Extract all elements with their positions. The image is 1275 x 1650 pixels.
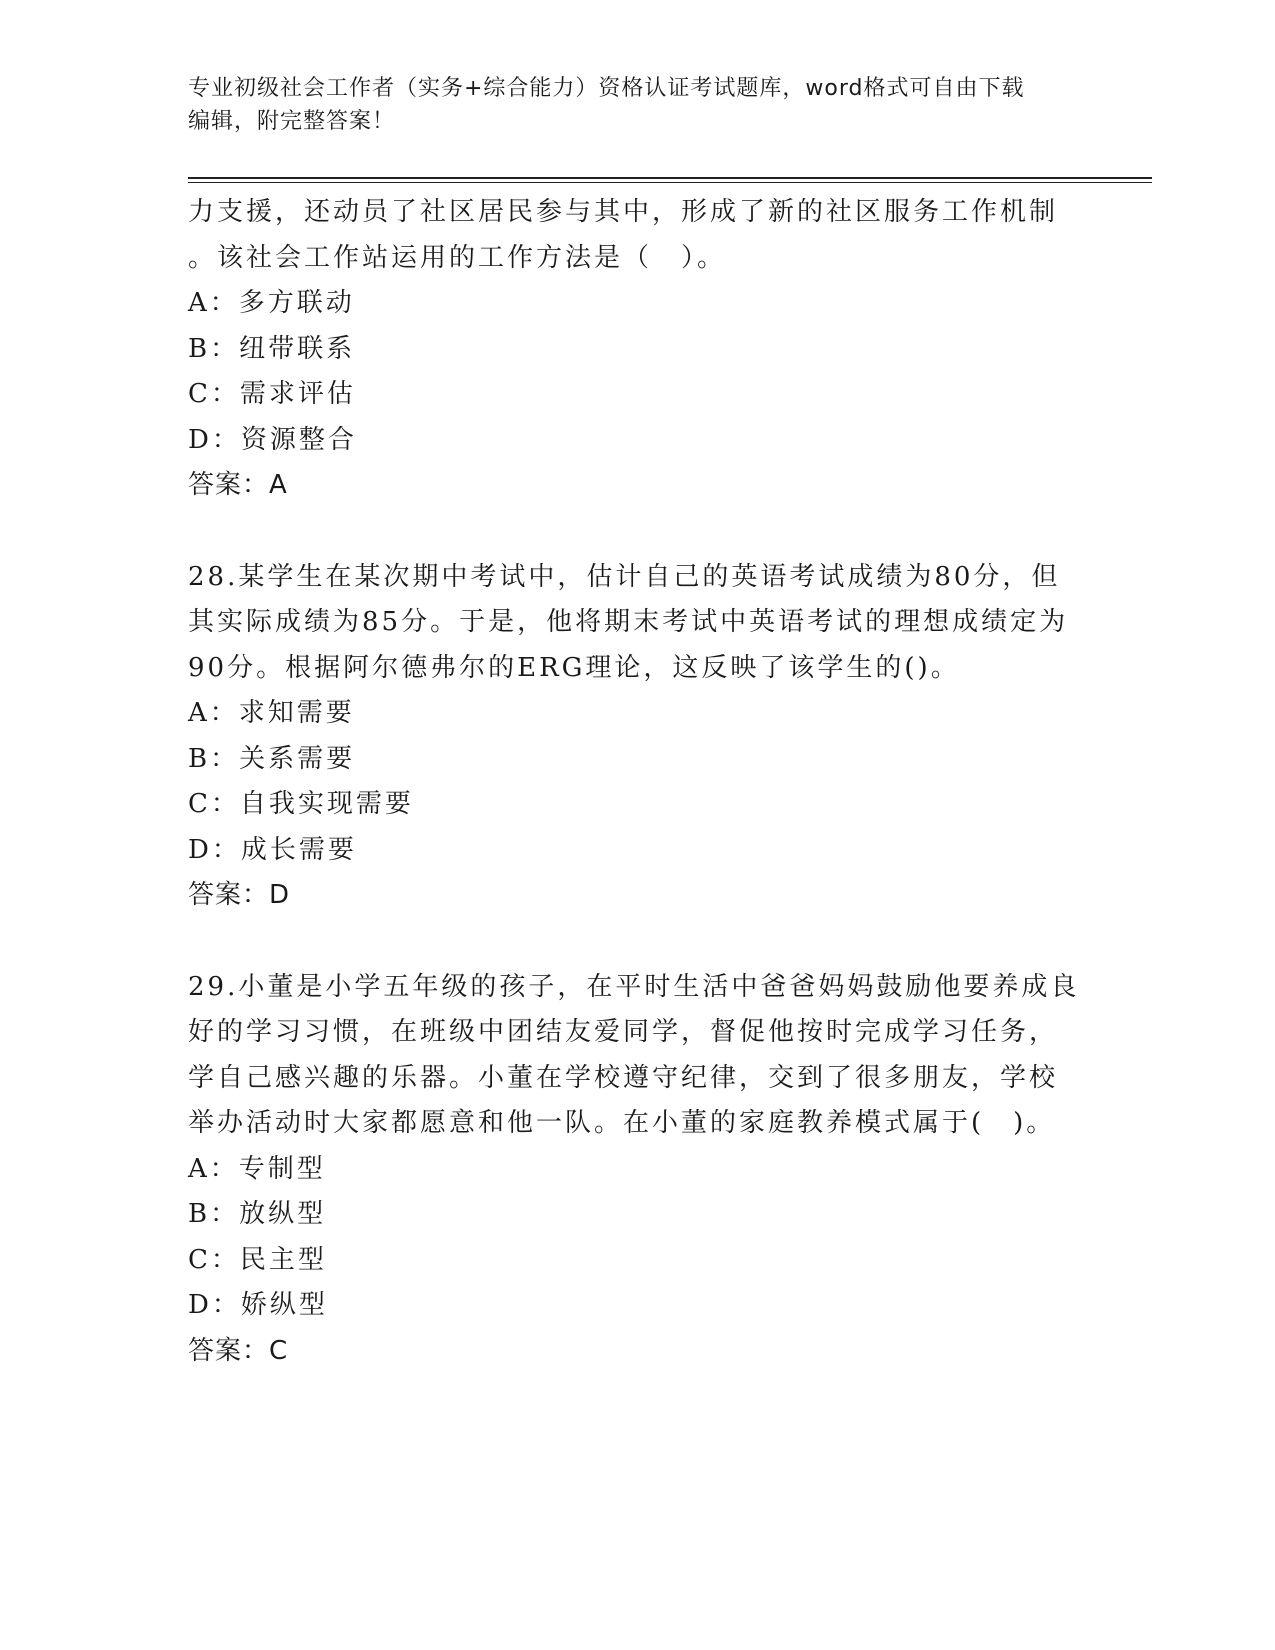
question-text-line: 力支援，还动员了社区居民参与其中，形成了新的社区服务工作机制: [188, 197, 1059, 227]
option-a: A：专制型: [188, 1153, 326, 1184]
question-text-line: 。该社会工作站运用的工作方法是（ ）。: [188, 242, 727, 273]
header-line-2: 编辑，附完整答案！: [188, 109, 396, 134]
option-c: C：民主型: [188, 1244, 327, 1275]
question-text-line: 好的学习习惯，在班级中团结友爱同学，督促他按时完成学习任务，: [188, 1017, 1059, 1047]
question-text-line: 其实际成绩为85分。于是，他将期末考试中英语考试的理想成绩定为: [188, 607, 1069, 637]
question-text-line: 28.某学生在某次期中考试中，估计自己的英语考试成绩为80分，但: [188, 561, 1061, 592]
question-text-line: 学自己感兴趣的乐器。小董在学校遵守纪律，交到了很多朋友，学校: [188, 1062, 1059, 1093]
answer-line: 答案：D: [188, 880, 291, 910]
question-spacer: [188, 509, 1088, 555]
option-b: B：关系需要: [188, 743, 356, 774]
option-c: C：需求评估: [188, 379, 356, 409]
question-28: [188, 555, 1088, 919]
option-a: A：求知需要: [188, 698, 355, 728]
header-line-1: 专业初级社会工作者（实务+综合能力）资格认证考试题库，word格式可自由下载: [188, 76, 1025, 101]
header-divider-thick: [188, 177, 1152, 179]
question-content: [188, 190, 1088, 1374]
option-a: A：多方联动: [188, 288, 355, 318]
question-29: [188, 965, 1088, 1375]
page-header: [188, 72, 1088, 138]
question-text-line: 29.小董是小学五年级的孩子，在平时生活中爸爸妈妈鼓励他要养成良: [188, 971, 1080, 1002]
option-b: B：放纵型: [188, 1199, 327, 1229]
question-27: [188, 190, 1088, 509]
option-d: D：成长需要: [188, 834, 357, 865]
option-b: B：纽带联系: [188, 333, 356, 364]
question-spacer: [188, 919, 1088, 965]
question-text-line: 90分。根据阿尔德弗尔的ERG理论，这反映了该学生的()。: [188, 652, 960, 683]
option-d: D：娇纵型: [188, 1290, 328, 1320]
answer-line: 答案：A: [188, 470, 288, 500]
option-d: D：资源整合: [188, 424, 357, 455]
option-c: C：自我实现需要: [188, 789, 414, 819]
answer-line: 答案：C: [188, 1335, 289, 1366]
question-text-line: 举办活动时大家都愿意和他一队。在小董的家庭教养模式属于( )。: [188, 1108, 1056, 1138]
header-divider-thin: [188, 182, 1152, 183]
